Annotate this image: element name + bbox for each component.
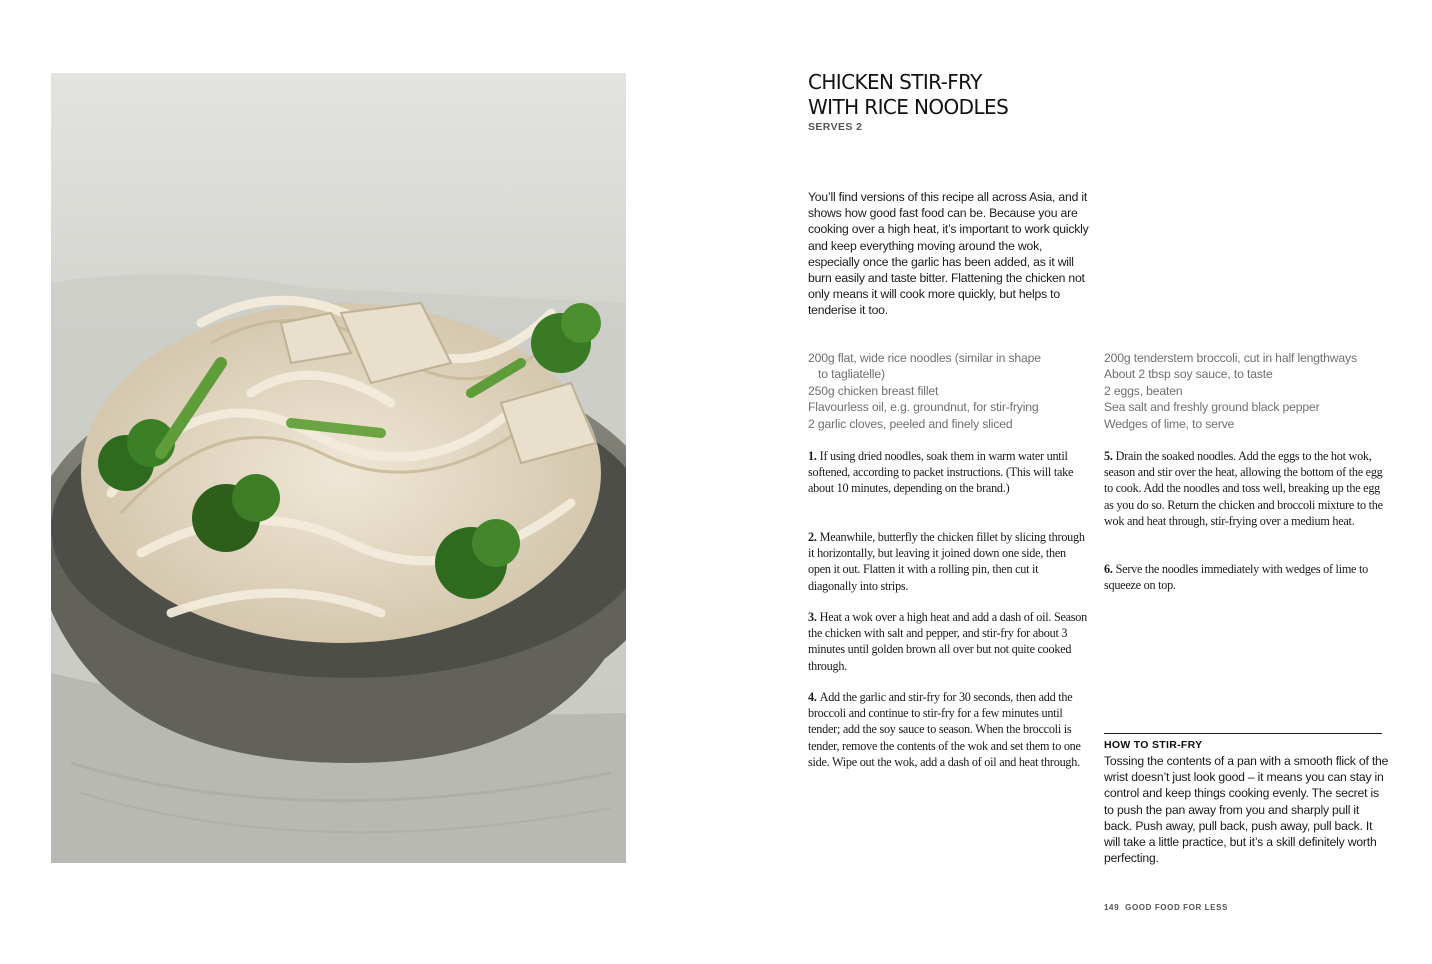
step-text: Serve the noodles immediately with wedges of lime to squeeze on top. — [1104, 562, 1368, 593]
method-step-5 — [1104, 448, 1384, 529]
tip-heading: HOW TO STIR-FRY — [1104, 739, 1203, 751]
ingredients-list-right — [1104, 350, 1394, 432]
recipe-title-line1: CHICKEN STIR-FRY — [808, 70, 982, 94]
step-text: If using dried noodles, soak them in warm water until softened, according to packet instructions. (This will take about 10 minutes, depending on the brand.) — [808, 449, 1074, 496]
book-title: GOOD FOOD FOR LESS — [1125, 903, 1228, 912]
step-number: 5. — [1104, 449, 1113, 463]
ingredient-item: 2 eggs, beaten — [1104, 383, 1183, 398]
ingredient-item: to tagliatelle) — [818, 367, 885, 382]
recipe-title-line2: WITH RICE NOODLES — [808, 95, 1009, 119]
ingredients-list-left — [808, 350, 1088, 432]
ingredient-item: Wedges of lime, to serve — [1104, 416, 1235, 431]
tip-body: Tossing the contents of a pan with a smooth flick of the wrist doesn’t just look good – it means you can stay in control and keep things cooking evenly. The secret is to push the pan away from you and sharply pull it back. Push away, pull back, push away, pull back. It will take a little practice, but it’s a skill definitely worth perfecting. — [1104, 754, 1389, 866]
ingredient-item: Sea salt and freshly ground black pepper — [1104, 400, 1320, 415]
recipe-title — [808, 70, 1228, 120]
stir-fry-illustration — [51, 73, 626, 863]
page-footer — [1104, 903, 1228, 912]
method-step-1 — [808, 448, 1088, 497]
ingredient-item: Flavourless oil, e.g. groundnut, for stir-frying — [808, 400, 1039, 415]
method-step-6 — [1104, 561, 1384, 593]
ingredient-item: 200g flat, wide rice noodles (similar in shape — [808, 351, 1041, 365]
step-text: Meanwhile, butterfly the chicken fillet by slicing through it horizontally, but leaving it joined down one side, then open it out. Flatten it with a rolling pin, then cut it diagonally into strips. — [808, 530, 1085, 593]
step-text: Drain the soaked noodles. Add the eggs to the hot wok, season and stir over the heat, allowing the bottom of the egg to cook. Add the noodles and toss well, breaking up the egg as you do so. Return the chicken and broccoli mixture to the wok and heat through, stir-frying over a medium heat. — [1104, 449, 1383, 528]
step-number: 4. — [808, 690, 817, 704]
method-step-4 — [808, 689, 1088, 770]
ingredient-item: 200g tenderstem broccoli, cut in half lengthways — [1104, 351, 1357, 365]
step-text: Add the garlic and stir-fry for 30 seconds, then add the broccoli and continue to stir-fry for a few minutes until tender; add the soy sauce to season. When the broccoli is tender, remove the contents of the wok and set them to one side. Wipe out the wok, add a dash of oil and heat through. — [808, 690, 1081, 769]
recipe-photo — [51, 73, 626, 863]
step-number: 1. — [808, 449, 817, 463]
step-text: Heat a wok over a high heat and add a dash of oil. Season the chicken with salt and pepper, and stir-fry for about 3 minutes until golden brown all over but not quite cooked through. — [808, 610, 1087, 673]
step-number: 3. — [808, 610, 817, 624]
ingredient-item: About 2 tbsp soy sauce, to taste — [1104, 367, 1273, 382]
serves-label: SERVES 2 — [808, 121, 863, 133]
page-number: 149 — [1104, 903, 1120, 912]
step-number: 2. — [808, 530, 817, 544]
method-step-3 — [808, 609, 1088, 674]
method-step-2 — [808, 529, 1088, 594]
tip-divider — [1104, 733, 1382, 734]
ingredient-item: 2 garlic cloves, peeled and finely sliced — [808, 416, 1013, 431]
step-number: 6. — [1104, 562, 1113, 576]
ingredient-item: 250g chicken breast fillet — [808, 383, 939, 398]
recipe-intro: You’ll find versions of this recipe all across Asia, and it shows how good fast food can be. Because you are cooking over a high heat, it’s important to work quickly and keep everything moving around the wok, especially once the garlic has been added, as it will burn easily and taste bitter. Flattening the chicken not only means it will cook more quickly, but helps to tenderise it too. — [808, 190, 1089, 318]
